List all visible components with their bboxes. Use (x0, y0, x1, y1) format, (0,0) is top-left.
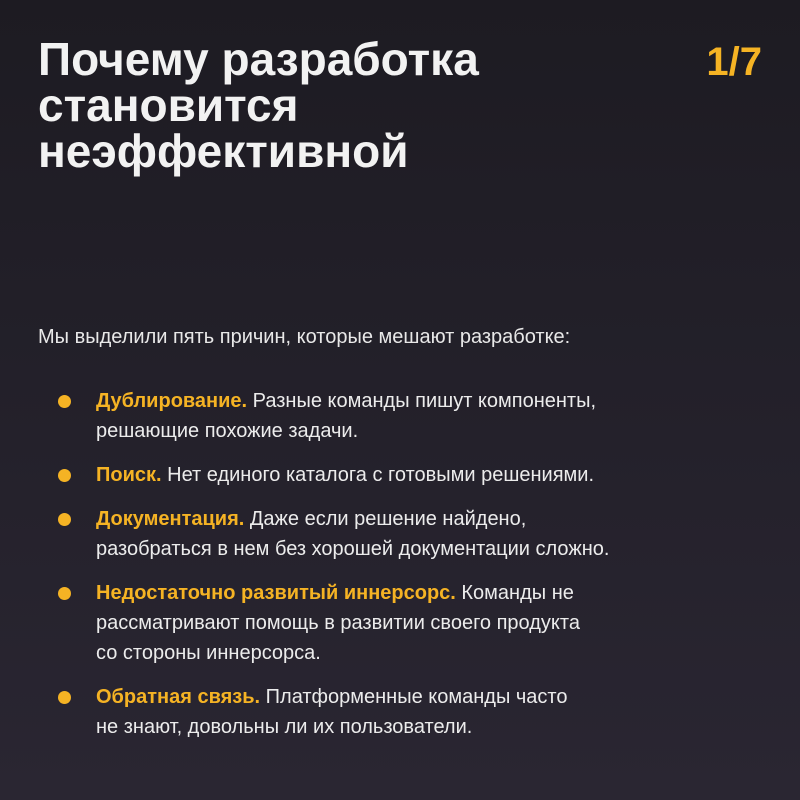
reason-term: Дублирование. (96, 390, 248, 412)
reason-item (56, 578, 776, 668)
reason-item (56, 386, 776, 446)
reason-text: Разные команды пишут компоненты, (247, 390, 597, 412)
reason-item (56, 460, 776, 490)
page-indicator: 1/7 (706, 40, 762, 84)
reason-text: разобраться в нем без хорошей документации сложно. (96, 538, 610, 560)
reason-text: со стороны иннерсорса. (96, 642, 321, 664)
reason-text: решающие похожие задачи. (96, 420, 359, 442)
page-title (38, 33, 598, 177)
bullet-dot-icon (58, 513, 71, 526)
title-line: Почему разработка (38, 33, 479, 85)
title-line: становится (38, 79, 299, 131)
reason-item (56, 682, 776, 742)
intro-text: Мы выделили пять причин, которые мешают разработке: (38, 326, 571, 348)
bullet-dot-icon (58, 587, 71, 600)
title-line: неэффективной (38, 125, 409, 177)
reason-term: Недостаточно развитый иннерсорс. (96, 582, 456, 604)
reason-term: Поиск. (96, 464, 162, 486)
reason-text: Платформенные команды часто (260, 686, 568, 708)
reason-term: Документация. (96, 508, 245, 530)
reason-text: Даже если решение найдено, (244, 508, 527, 530)
reason-text: не знают, довольны ли их пользователи. (96, 716, 473, 738)
reason-term: Обратная связь. (96, 686, 261, 708)
bullet-dot-icon (58, 395, 71, 408)
reason-text: рассматривают помощь в развитии своего продукта (96, 612, 580, 634)
bullet-dot-icon (58, 691, 71, 704)
bullet-dot-icon (58, 469, 71, 482)
reason-text: Команды не (455, 582, 574, 604)
reasons-list (56, 386, 776, 756)
reason-text: Нет единого каталога с готовыми решениями. (161, 464, 595, 486)
reason-item (56, 504, 776, 564)
